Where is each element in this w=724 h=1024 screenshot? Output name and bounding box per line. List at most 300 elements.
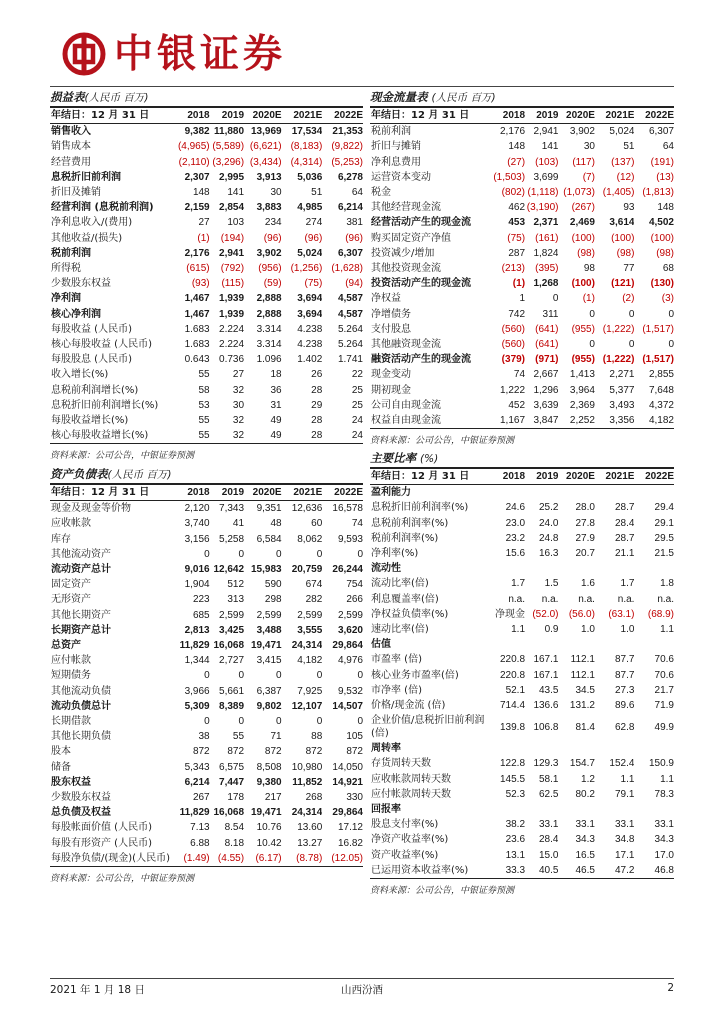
table-row (370, 622, 674, 637)
row-value: 15.0 (539, 849, 559, 861)
row-value: 453 (508, 217, 526, 229)
table-row (370, 139, 674, 154)
table-row (50, 501, 363, 517)
row-label: 折旧及摊销 (51, 187, 101, 199)
table-row (50, 668, 363, 683)
row-value: 1.1 (511, 624, 526, 636)
panel-title-text: 主要比率 (370, 451, 416, 465)
row-label: 少数股东权益 (51, 792, 111, 804)
row-value: (395) (535, 263, 559, 275)
table-row (370, 592, 674, 607)
row-value: 0 (276, 716, 282, 728)
row-value: 0 (316, 670, 323, 682)
row-value: 462 (508, 202, 526, 214)
row-value: 27.3 (614, 684, 635, 696)
row-value: 2,469 (569, 217, 595, 229)
income-statement-table (50, 108, 363, 444)
row-value: (56.0) (568, 608, 595, 620)
row-value: 18 (270, 369, 282, 381)
row-value: 24,314 (291, 640, 323, 652)
row-label: 净利息费用 (371, 156, 421, 168)
row-value: 79.1 (614, 788, 635, 800)
row-value (634, 741, 674, 756)
row-value: (13) (656, 171, 674, 183)
row-value: (12) (616, 171, 635, 183)
row-value: 1 (519, 293, 526, 305)
row-value: 74 (351, 518, 363, 530)
row-value: 1,413 (569, 369, 595, 381)
table-row (50, 170, 363, 185)
row-value: 58.1 (539, 773, 559, 785)
row-value: 10,980 (291, 761, 323, 773)
row-value: 122.8 (500, 758, 526, 770)
row-value: 1.2 (581, 773, 595, 785)
row-label: 流动性 (371, 563, 401, 575)
row-value: 141 (541, 141, 559, 153)
row-value: 1.6 (581, 578, 595, 590)
row-value: 34.3 (654, 834, 674, 846)
table-row (50, 383, 363, 398)
table-row (370, 772, 674, 787)
table-row (370, 215, 674, 230)
table-row (50, 760, 363, 775)
row-value: 311 (542, 308, 559, 320)
column-header-year: 2021E (282, 108, 323, 124)
row-value: 28.7 (614, 502, 635, 514)
row-value: 29.5 (654, 532, 674, 544)
row-value: 6.88 (190, 837, 210, 849)
row-value: 4,502 (648, 217, 674, 229)
row-value: (1,256) (290, 263, 323, 275)
row-value: 15,983 (251, 564, 282, 576)
key-ratios-panel (370, 451, 674, 896)
table-row (50, 608, 363, 623)
row-value: 28 (311, 415, 323, 427)
row-value: (3,434) (249, 156, 282, 168)
table-row (370, 352, 674, 367)
row-value: 2,855 (648, 369, 674, 381)
row-label: 速动比率(倍) (371, 624, 429, 636)
row-value: 27 (198, 217, 210, 229)
row-value: 12,636 (291, 503, 323, 515)
row-value: 872 (305, 746, 323, 758)
row-value: 4,587 (337, 293, 363, 305)
row-value (525, 561, 558, 576)
row-value: 152.4 (609, 758, 635, 770)
row-label: 其他投资现金流 (371, 263, 441, 275)
table-row (50, 215, 363, 230)
row-value: 0 (316, 716, 323, 728)
row-value: 0 (276, 548, 282, 560)
row-value: 2,599 (297, 609, 323, 621)
row-value: (213) (501, 263, 526, 275)
row-value: 3.314 (256, 339, 282, 351)
row-value: 46.8 (634, 863, 674, 879)
row-label: 每股有形资产 (人民币) (51, 837, 152, 849)
row-label: 其他长期负债 (51, 731, 111, 743)
page-footer (50, 982, 674, 998)
row-value: 29,864 (332, 640, 363, 652)
row-value: (971) (535, 354, 559, 366)
table-row (50, 699, 363, 714)
row-value: 3,493 (609, 399, 635, 411)
row-value: 29.4 (654, 502, 674, 514)
row-value: 27.8 (575, 517, 595, 529)
row-value: 268 (305, 792, 323, 804)
panel-title-text: 损益表 (50, 90, 85, 104)
row-value (634, 802, 674, 817)
row-value: 136.6 (533, 700, 559, 712)
row-value: 141 (227, 187, 245, 199)
row-value: (12.05) (322, 851, 363, 867)
table-row (50, 623, 363, 638)
row-label: 已运用资本收益率(%) (370, 863, 492, 879)
row-value: 28.7 (614, 532, 635, 544)
row-value: 70.6 (654, 669, 674, 681)
row-value: 742 (508, 308, 526, 320)
row-value: 0 (238, 548, 245, 560)
row-value: 0 (276, 670, 282, 682)
row-label: 流动比率(倍) (371, 578, 429, 590)
row-value: 313 (227, 594, 245, 606)
row-value: 139.8 (500, 721, 526, 733)
row-value: 685 (192, 609, 210, 621)
column-header-label: 年结日：12 月 31 日 (50, 108, 175, 124)
row-value: 9,382 (184, 126, 210, 138)
row-label: 投资活动产生的现金流 (371, 278, 471, 290)
row-value: (27) (507, 156, 526, 168)
column-header-year: 2020E (558, 108, 594, 124)
row-value: 9,351 (256, 503, 282, 515)
row-value: 3,156 (184, 533, 210, 545)
row-label: 股本 (51, 746, 71, 758)
row-label: 估值 (371, 639, 391, 651)
column-header-year: 2020E (244, 485, 282, 501)
row-value: 0 (628, 308, 635, 320)
row-value: 4,372 (648, 399, 674, 411)
row-label: 其他流动负债 (51, 685, 111, 697)
row-value: 1.8 (660, 578, 674, 590)
row-value: 34.8 (614, 834, 635, 846)
table-row (50, 185, 363, 200)
table-row (370, 500, 674, 515)
row-label: 短期债务 (51, 670, 91, 682)
row-value: 4.238 (297, 323, 323, 335)
row-value: 28.0 (575, 502, 595, 514)
row-value: (100) (571, 232, 595, 244)
row-value: 净现金 (495, 608, 526, 620)
row-value: 112.1 (570, 654, 595, 666)
row-value: 41 (232, 518, 245, 530)
column-header-year: 2020E (244, 108, 282, 124)
column-header-label: 年结日：12 月 31 日 (370, 469, 492, 485)
row-value: n.a. (657, 593, 674, 605)
row-value: (3) (661, 293, 674, 305)
row-label: 长期借款 (51, 716, 91, 728)
row-value: 0 (628, 339, 635, 351)
row-value: 0 (668, 308, 674, 320)
row-value: (4.55) (210, 851, 244, 867)
row-value: 21,353 (332, 126, 363, 138)
table-row (50, 714, 363, 729)
row-label: 息税前利润率(%) (371, 517, 449, 529)
row-value: 11,829 (179, 640, 210, 652)
row-value (558, 485, 594, 501)
row-value: 2,271 (609, 369, 635, 381)
row-value: 89.6 (614, 700, 635, 712)
row-value: 129.3 (533, 758, 559, 770)
row-value: 6,278 (337, 171, 363, 183)
column-header-year: 2018 (492, 469, 525, 485)
row-value: 1.1 (620, 773, 635, 785)
row-label: 盈利能力 (371, 487, 411, 499)
table-row (370, 607, 674, 622)
table-row (370, 383, 674, 398)
row-value: 1,939 (219, 293, 245, 305)
row-value: 6,214 (184, 776, 210, 788)
row-value: 32 (210, 428, 244, 444)
row-value: 282 (305, 594, 323, 606)
row-value: 167.1 (533, 669, 559, 681)
row-value: 5,024 (609, 126, 635, 138)
table-row (50, 729, 363, 744)
row-value: 33.1 (539, 819, 559, 831)
row-value: 0 (357, 670, 363, 682)
page-number: 2 (667, 982, 674, 994)
row-value: 20.7 (575, 548, 595, 560)
table-row (370, 124, 674, 140)
row-value: (1,503) (493, 171, 526, 183)
row-label: 流动负债总计 (51, 700, 111, 712)
row-label: 其他经营现金流 (371, 202, 441, 214)
row-label: 税前利润率(%) (371, 532, 439, 544)
row-value: 26 (311, 369, 323, 381)
row-value: 0 (357, 548, 363, 560)
row-value (492, 485, 525, 501)
row-value (525, 485, 558, 501)
cashflow-statement-panel (370, 90, 674, 446)
table-row (50, 322, 363, 337)
row-value: 3,614 (609, 217, 635, 229)
row-value: 16,578 (332, 503, 363, 515)
row-value: 287 (508, 247, 526, 259)
row-label: 净权益 (371, 293, 401, 305)
row-value: 0 (204, 670, 210, 682)
row-value: 15.6 (505, 548, 526, 560)
row-value: 754 (346, 579, 363, 591)
row-value: 62.8 (614, 721, 635, 733)
row-value: 0 (589, 308, 595, 320)
table-row (50, 155, 363, 170)
row-value: 26,244 (332, 564, 363, 576)
row-value: 30 (583, 141, 595, 153)
table-row (50, 820, 363, 835)
table-row (50, 139, 363, 154)
row-value: (4,314) (290, 156, 323, 168)
row-value (525, 741, 558, 756)
row-value: 64 (351, 187, 363, 199)
row-value: 4,182 (634, 413, 674, 429)
row-value: 1.683 (184, 339, 210, 351)
row-value: 106.8 (533, 721, 559, 733)
row-value: 17.0 (654, 849, 674, 861)
row-label: 储备 (51, 761, 71, 773)
row-value: 33.1 (575, 819, 595, 831)
row-value: (6.17) (244, 851, 282, 867)
row-value: 148 (657, 202, 674, 214)
row-value: 2,371 (533, 217, 559, 229)
row-value (634, 637, 674, 652)
bank-of-china-logo-icon (62, 32, 106, 76)
row-value: (75) (304, 278, 323, 290)
row-value: 25.2 (539, 502, 559, 514)
key-ratios-title (370, 451, 674, 469)
row-value: 5,036 (297, 171, 323, 183)
row-value: 0.736 (219, 354, 245, 366)
row-value: (802) (501, 187, 526, 199)
row-value: 55 (232, 731, 245, 743)
row-value: 38 (198, 731, 210, 743)
table-row (370, 322, 674, 337)
row-value: 17.12 (337, 822, 363, 834)
row-label: 净增债务 (371, 308, 411, 320)
row-label: 长期资产总计 (51, 624, 111, 636)
row-value: 24 (351, 415, 363, 427)
row-value: 12,107 (291, 700, 323, 712)
row-label: 净利率(%) (371, 548, 419, 560)
row-value (595, 561, 635, 576)
row-value: 32 (232, 415, 245, 427)
row-value: 51 (311, 187, 323, 199)
row-value: 87.7 (614, 654, 635, 666)
row-value: 34.3 (575, 834, 595, 846)
balance-source-note: 资料来源：公司公告，中银证券预测 (50, 874, 195, 885)
row-value: 55 (198, 369, 210, 381)
row-value: 62.5 (539, 788, 559, 800)
row-value: 3,883 (256, 202, 282, 214)
row-value: 2,995 (219, 171, 245, 183)
row-value: 27 (232, 369, 245, 381)
panel-title-text: 现金流量表 (370, 90, 428, 104)
row-value: 33.3 (492, 863, 525, 879)
row-value: 14,050 (332, 761, 363, 773)
table-row (370, 848, 674, 863)
row-value: 1,222 (500, 384, 526, 396)
report-date: 2021 年 1 月 18 日 (50, 984, 145, 996)
row-label: 税金 (371, 187, 391, 199)
row-value: 1,344 (184, 655, 210, 667)
row-value (595, 802, 635, 817)
row-value: 16,068 (213, 640, 245, 652)
row-value: 112.1 (570, 669, 595, 681)
row-label: 总资产 (51, 640, 81, 652)
row-value: (792) (220, 263, 245, 275)
row-value: 28 (311, 384, 323, 396)
row-value: 5,258 (219, 533, 245, 545)
row-value: 29,864 (332, 807, 363, 819)
row-value: 24.0 (539, 517, 559, 529)
row-value: 674 (305, 579, 323, 591)
row-label: 净权益负债率(%) (371, 608, 449, 620)
row-label: 公司自由现金流 (371, 399, 441, 411)
row-value (492, 741, 525, 756)
table-row (370, 713, 674, 741)
row-value: 9,016 (184, 564, 210, 576)
row-value: (52.0) (532, 608, 559, 620)
row-value: 25 (351, 399, 363, 411)
table-row (370, 185, 674, 200)
table-row (50, 398, 363, 413)
row-value: (615) (186, 263, 210, 275)
row-label: 所得税 (51, 263, 81, 275)
row-label: 价格/现金流 (倍) (371, 700, 446, 712)
row-value: (1,222) (602, 323, 635, 335)
row-value: 145.5 (500, 773, 526, 785)
table-row (370, 561, 674, 576)
panel-title-unit: (人民币 百万) (84, 92, 149, 104)
row-value: 1,824 (533, 247, 559, 259)
table-row (50, 352, 363, 367)
table-row (370, 832, 674, 847)
row-value: (560) (501, 339, 526, 351)
balance-sheet-table (50, 485, 363, 867)
row-value (558, 561, 594, 576)
key-ratios-table (370, 469, 674, 879)
row-value: 0 (238, 670, 245, 682)
row-label: 息税前利润增长(%) (51, 384, 139, 396)
row-label: 购买固定资产净值 (371, 232, 451, 244)
row-value: 6,584 (256, 533, 282, 545)
row-value: 22 (351, 369, 363, 381)
row-label: 资产收益率(%) (371, 849, 439, 861)
row-value: 3,356 (595, 413, 635, 429)
row-value: 9,532 (337, 685, 363, 697)
row-value: (103) (535, 156, 559, 168)
row-value: 5,661 (219, 685, 245, 697)
table-row (370, 413, 674, 429)
row-value: 1,467 (184, 308, 210, 320)
row-value: 872 (227, 746, 245, 758)
row-label: 其他流动资产 (51, 548, 111, 560)
ratios-source-note: 资料来源：公司公告，中银证券预测 (370, 886, 515, 897)
row-value: (121) (611, 278, 635, 290)
row-value: 3,694 (297, 308, 323, 320)
row-value: n.a. (617, 593, 635, 605)
balance-sheet-title (50, 467, 363, 485)
row-value: 24 (322, 428, 363, 444)
row-value: 24.8 (539, 532, 559, 544)
table-row (370, 546, 674, 561)
row-value (525, 802, 558, 817)
row-value: 3,740 (184, 518, 210, 530)
row-value: 80.2 (575, 788, 595, 800)
table-row (370, 637, 674, 652)
row-value (492, 561, 525, 576)
row-value: (3,296) (212, 156, 245, 168)
row-label: 收入增长(%) (51, 369, 109, 381)
row-label: 其他长期资产 (51, 609, 111, 621)
table-row (370, 516, 674, 531)
row-value: 4,976 (337, 655, 363, 667)
row-value: 2.224 (219, 323, 245, 335)
column-header-year: 2021E (282, 485, 323, 501)
table-row (50, 428, 363, 444)
row-label: 现金变动 (371, 369, 411, 381)
table-row (50, 367, 363, 382)
row-value: (1,517) (642, 323, 674, 335)
row-value: 0 (238, 716, 245, 728)
table-row (370, 787, 674, 802)
